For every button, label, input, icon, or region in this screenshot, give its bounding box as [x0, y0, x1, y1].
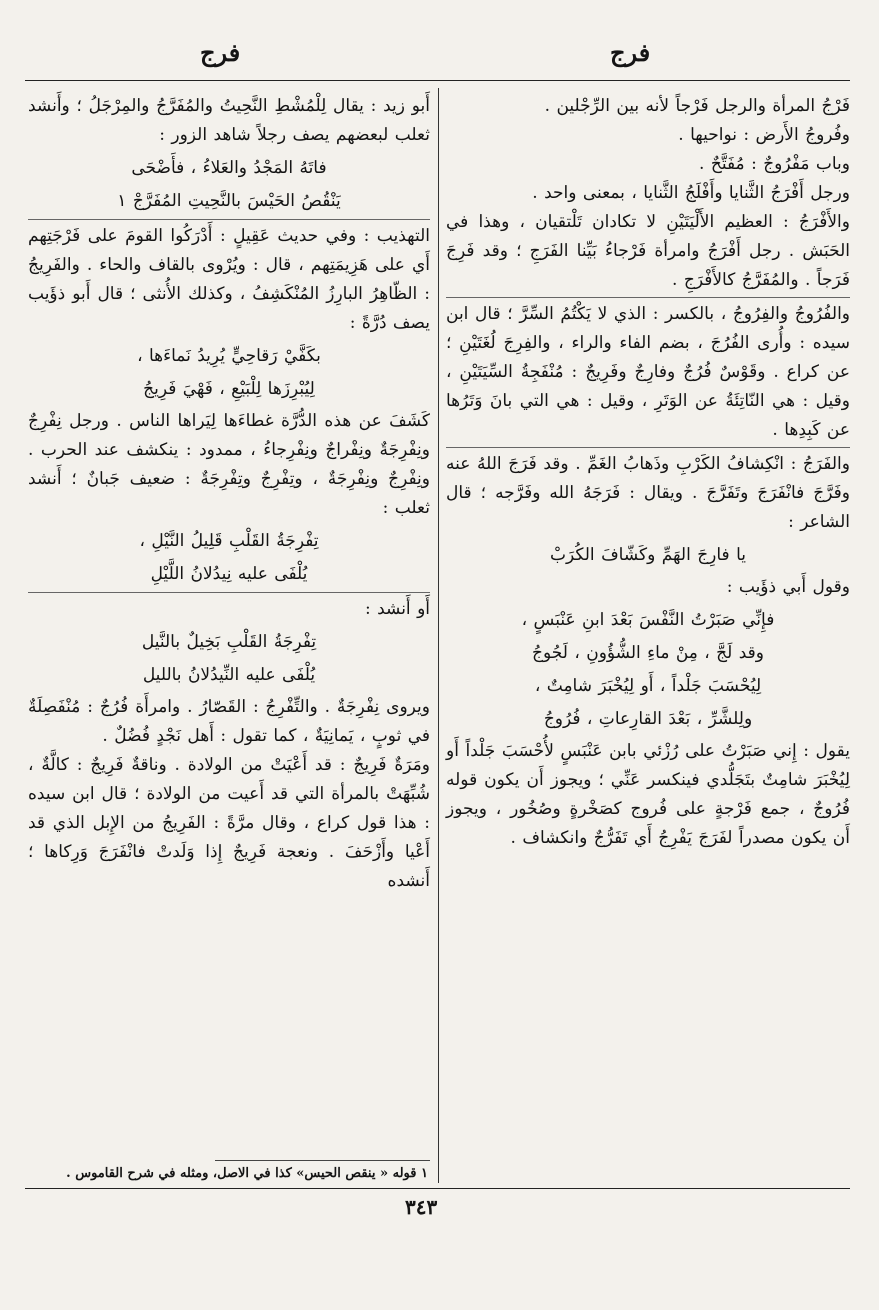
verse-line: فاتَهُ المَجْدُ والعَلاءُ ، فأَضْحَى	[131, 158, 327, 178]
verse-line: بكَفَّيْ رَقاحِيٍّ يُرِيدُ نَماءَها ،	[137, 346, 321, 366]
paragraph: يقول : إِني صَبَرْتُ على رُزْئي بابن عَنْبَسٍ لأُحْسَبَ جَلْداً أَو لِيُخْبَرَ شامِتٌ بتَجَلُّدي فينكسر عَنِّي ؛ ويجوز أَن يكون قوله فُرُوجٌ ، جمع فَرْجةٍ على فُروج كصَخْرةٍ وصُخُور ، ويجوز أَن يكون مصدراً لفَرَجَ يَفْرِجُ أَي تَفَرُّجٌ وانكشاف .	[446, 741, 850, 848]
verse-line: لِيُبْرِزَها لِلْبَيْعِ ، فَهْيَ فَرِيجُ	[143, 379, 315, 399]
paragraph: وباب مَفْرُوجٌ : مُفَتَّحٌ .	[699, 154, 850, 174]
verse-line: يُلْفَى عليه النِّيدُلانُ بالليل	[142, 665, 316, 685]
header-rule	[25, 80, 850, 81]
verse-line: تِفْرِجَةُ القَلْبِ قَلِيلُ النَّيْلِ ،	[139, 531, 319, 551]
verse-line: لِيُحْسَبَ جَلْداً ، أَو لِيُخْبَرَ شامِتٌ ،	[534, 676, 762, 696]
page-number: ٣٤٣	[405, 1195, 438, 1219]
column-divider	[438, 88, 439, 1183]
paragraph: والفَرَجُ : انْكِشافُ الكَرْبِ وذَهابُ الغَمِّ . وقد فَرَجَ اللهُ عنه وفَرَّجَ فانْفَرَجَ وتَفَرَّجَ . ويقال : فَرَجَهُ الله وفَرَّجه ؛ قال الشاعر :	[446, 454, 850, 532]
entry-divider	[28, 219, 430, 220]
verse-intro: أَو أَنشد :	[364, 599, 430, 619]
right-column	[446, 92, 850, 853]
running-headword-right: فرج	[610, 38, 651, 67]
verse-line: فإِنِّي صَبَرْتُ النَّفْسَ بَعْدَ ابنِ عَنْبَسٍ ،	[521, 610, 775, 630]
entry-divider	[28, 592, 430, 593]
paragraph: ويروى نِفْرِجَةٌ . والتِّفْرِجُ : القَصّارُ . وامرأَة فُرُجٌ : مُنْفَصِلَةٌ في ثوبٍ ، يَمانِيَةٌ ، كما تقول : أَهل نَجْدٍ فُضُلٌ .	[28, 697, 430, 746]
paragraph: فَرْجُ المرأة والرجل فَرْجاً لأنه بين الرِّجْلين .	[544, 96, 850, 116]
paragraph: كَشَفَ عن هذه الدُّرَّة غطاءَها لِيَراها الناس . ورجل نِفْرِجٌ ونِفْرِجَةٌ ونِفْراجٌ ونِفْرِجاءُ ، ممدود : ينكشف عند الحرب . ونِفْرِجٌ ونِفْرِجَةٌ ، وتِفْرِجٌ وتِفْرِجَةٌ : ضعيف جَبانٌ ؛ أَنشد ثعلب :	[28, 411, 430, 518]
verse-line: يُلْفَى عليه نِيدُلانُ اللَّيْلِ	[150, 564, 308, 584]
verse-line: يا فارِجَ الهَمِّ وكَشّافَ الكُرَبْ	[549, 545, 746, 565]
paragraph: ومَرَةٌ فَرِيجٌ : قد أَعْيَتْ من الولادة . وناقةٌ فَرِيجٌ : كالَّةٌ ، شُبِّهَتْ بالمرأة التي قد أَعيت من الولادة ؛ قال ابن سيده : هذا قول كراع ، وقال مرَّةً : الفَرِيجُ من الإِبل الذي قد أَعْيا وأَزْحَفَ . ونعجة فَرِيجٌ إِذا وَلَدتْ فانْفَرَجَ وَرِكاها ؛ أَنشده	[28, 755, 430, 891]
verse-line: ولِلشَّرِّ ، بَعْدَ القارِعاتِ ، فُرُوجُ	[543, 709, 753, 729]
paragraph: ورجل أَفْرَجُ الثَّنايا وأَفْلَجُ الثَّنايا ، بمعنى واحد .	[532, 183, 850, 203]
paragraph: التهذيب : وفي حديث عَقِيلٍ : أَدْرَكُوا القومَ على فَرْجَتِهم أَي على هَزِيمَتِهم ، قال : ويُرْوى بالقاف والحاء . والفَرِيجُ : الظّاهِرُ البارِزُ المُنْكَشِفُ ، وكذلك الأُنثى ؛ قال أَبو ذؤَيب يصف دُرَّةً :	[28, 226, 430, 333]
entry-divider	[446, 447, 850, 448]
verse-line: يَنْقُصُ الحَيْسَ بالنَّحِيتِ المُفَرَّجْ ١	[117, 191, 341, 211]
paragraph: أَبو زيد : يقال لِلْمُشْطِ النَّحِيتُ والمُفَرَّجُ والمِرْجَلُ ؛ وأَنشد ثعلب لبعضهم يصف رجلاً شاهد الزور :	[28, 96, 430, 145]
footnote-rule	[215, 1160, 430, 1161]
paragraph: وفُروجُ الأَرض : نواحيها .	[678, 125, 850, 145]
left-column	[28, 92, 430, 896]
verse-intro: وقول أَبي ذؤَيب :	[726, 577, 850, 597]
footer-rule	[25, 1188, 850, 1189]
footnote: ١ قوله « ينقص الحيس» كذا في الاصل، ومثله في شرح القاموس .	[66, 1166, 428, 1181]
verse-line: تِفْرِجَةُ القَلْبِ بَخِيلٌ بالنَّيل	[141, 632, 317, 652]
paragraph: والأَفْرَجُ : العظيم الأَلْيَتَيْنِ لا تكادان تَلْتقيان ، وهذا في الحَبَش . رجل أَفْرَجُ وامرأة فَرْجاءُ بَيِّنا الفَرَجِ ؛ وقد فَرِجَ فَرَجاً . والمُفَرَّجُ كالأَفْرَجِ .	[446, 212, 850, 290]
running-headword-left: فرج	[200, 38, 241, 67]
paragraph: والفُرُوجُ والفِرُوجُ ، بالكسر : الذي لا يَكْتُمُ السِّرَّ ؛ قال ابن سيده : وأُرى الفُرُجَ ، بضم الفاء والراء ، والفِرِجَ لُغَتَيْنِ ؛ عن كراع . وقَوْسٌ فُرُجٌ وفارِجٌ وفَرِيجٌ : مُنْفَجِةُ السِّيَتَيْنِ ، وقيل : هي النّاتِئَةُ عن الوَتَرِ ، وقيل : هي التي بانَ وَتَرُها عن كَبِدِها .	[446, 304, 850, 440]
verse-line: وقد لَجَّ ، مِنْ ماءِ الشُّؤُونِ ، لَجُوجُ	[532, 643, 764, 663]
entry-divider	[446, 297, 850, 298]
